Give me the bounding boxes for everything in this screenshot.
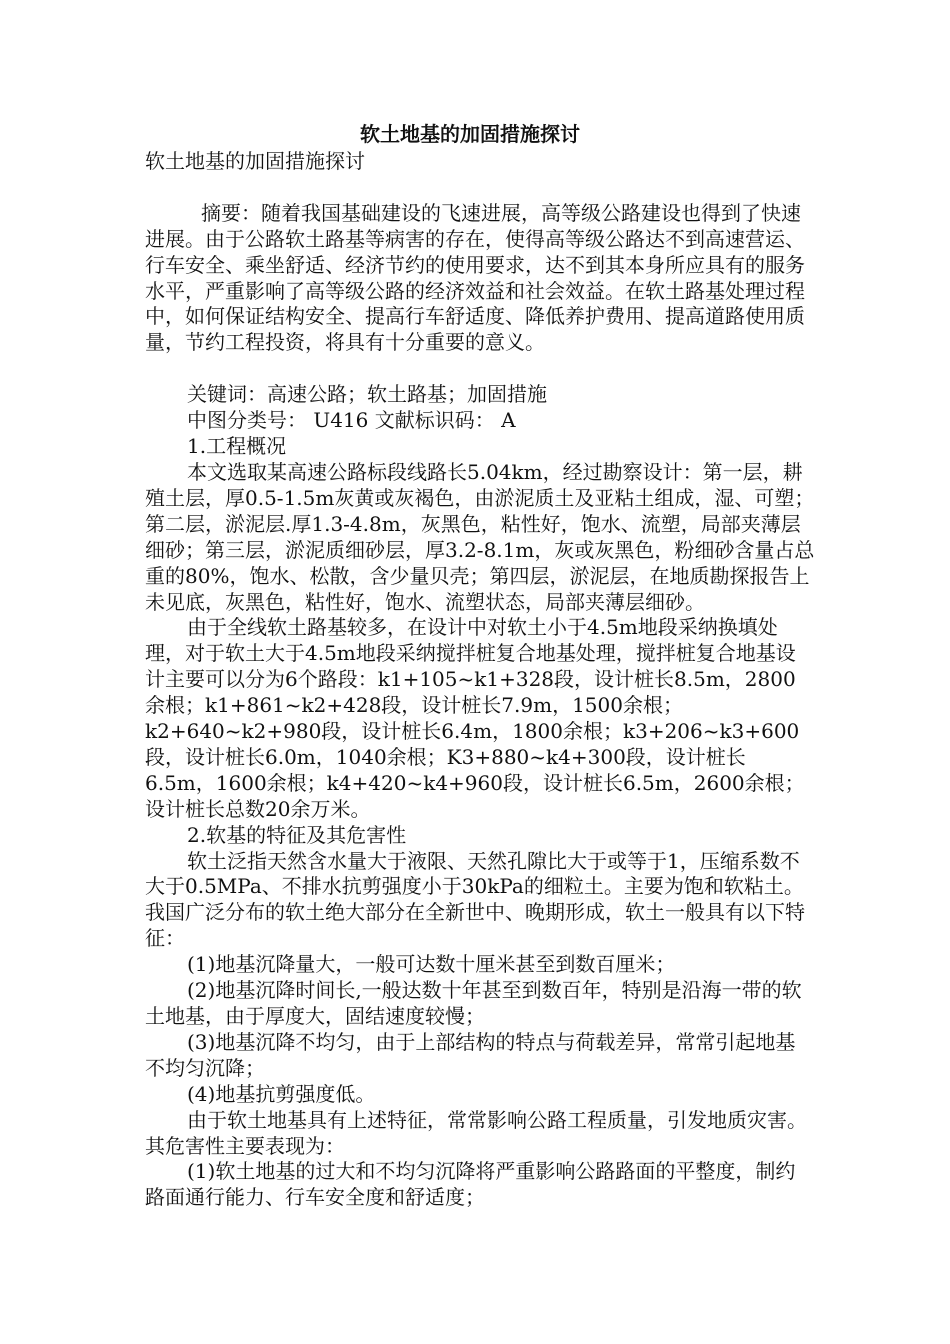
document-subtitle: 软土地基的加固措施探讨 [145, 148, 365, 173]
list-item-settlement-large: (1)地基沉降量大，一般可达数十厘米甚至到数百厘米； [187, 952, 676, 977]
keywords-line: 关键词：高速公路；软土路基；加固措施 [187, 382, 547, 407]
list-item-settlement-uneven: (3)地基沉降不均匀，由于上部结构的特点与荷载差异，常常引起地基不均匀沉降； [145, 1029, 796, 1080]
document-title: 软土地基的加固措施探讨 [360, 122, 580, 146]
section-heading-2: 2.软基的特征及其危害性 [187, 822, 407, 847]
abstract-paragraph: 摘要：随着我国基础建设的飞速进展，高等级公路建设也得到了快速进展。由于公路软土路基等病害的存在，使得高等级公路达不到高速营运、行车安全、乘坐舒适、经济节约的使用要求，达不到其本身所应具有的服务水平，严重影响了高等级公路的经济效益和社会效益。在软土路基处理过程中，如何保证结构安全、提高行车舒适度、降低养护费用、提高道路使用质量，节约工程投资，将具有十分重要的意义。 [145, 200, 805, 355]
paragraph-hazards-intro: 由于软土地基具有上述特征，常常影响公路工程质量，引发地质灾害。其危害性主要表现为： [145, 1107, 807, 1158]
classification-line: 中图分类号： U416 文献标识码： A [187, 408, 516, 433]
section-heading-1: 1.工程概况 [187, 434, 287, 459]
list-item-settlement-time: (2)地基沉降时间长,一般达数十年甚至到数百年，特别是沿海一带的软土地基，由于厚度大，固结速度较慢； [145, 978, 802, 1028]
document-body [145, 122, 815, 1211]
blank-line [145, 356, 815, 382]
list-item-shear-strength: (4)地基抗剪强度低。 [187, 1081, 376, 1106]
paragraph-mixing-pile-design: 由于全线软土路基较多，在设计中对软土小于4.5m地段采纳换填处理，对于软土大于4.5m地段采纳搅拌桩复合地基处理，搅拌桩复合地基设计主要可以分为6个路段：k1+105~k1+328段，设计桩长8.5m，2800余根；k1+861~k2+428段，设计桩长7.9m，1500余根；k2+640~k2+980段，设计桩长6.4m，1800余根；k3+206~k3+600段，设计桩长6.0m，1040余根；K3+880~k4+300段，设计桩长6.5m，1600余根；k4+420~k4+960段，设计桩长6.5m，2600余根；设计桩长总数20余万米。 [145, 615, 805, 821]
paragraph-engineering-overview: 本文选取某高速公路标段线路长5.04km，经过勘察设计：第一层，耕殖土层，厚0.5-1.5m灰黄或灰褐色，由淤泥质土及亚粘土组成，湿、可塑；第二层，淤泥层.厚1.3-4.8m，灰黑色，粘性好，饱水、流塑，局部夹薄层细砂；第三层，淤泥质细砂层，厚3.2-8.1m，灰或灰黑色，粉细砂含量占总重的80%，饱水、松散，含少量贝壳；第四层，淤泥层，在地质勘探报告上未见底，灰黑色，粘性好，饱水、流塑状态，局部夹薄层细砂。 [145, 459, 815, 614]
paragraph-soft-soil-definition: 软土泛指天然含水量大于液限、天然孔隙比大于或等于1，压缩系数不大于0.5MPa、不排水抗剪强度小于30kPa的细粒土。主要为饱和软粘土。我国广泛分布的软土绝大部分在全新世中、晚期形成，软土一般具有以下特征： [145, 848, 805, 951]
list-item-hazard-1: (1)软土地基的过大和不均匀沉降将严重影响公路路面的平整度，制约路面通行能力、行车安全度和舒适度； [145, 1159, 796, 1210]
blank-line [145, 175, 815, 201]
